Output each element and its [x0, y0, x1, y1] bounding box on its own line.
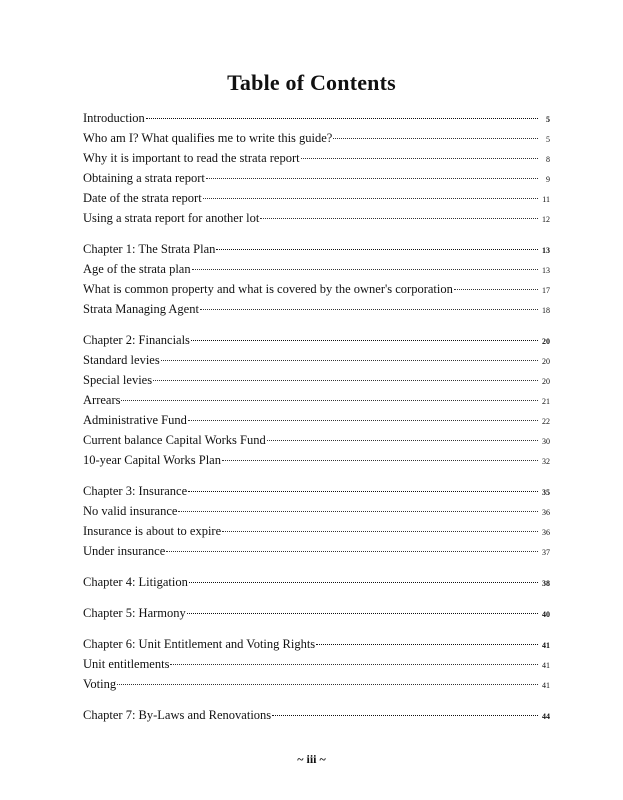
toc-entry-label: Chapter 2: Financials	[83, 333, 190, 347]
toc-entry[interactable]	[83, 541, 550, 561]
dot-leader	[166, 551, 538, 552]
toc-section	[83, 705, 550, 725]
toc-entry-label: Chapter 7: By-Laws and Renovations	[83, 708, 272, 722]
toc-page-number: 21	[542, 397, 550, 406]
toc-entry-label: Why it is important to read the strata report	[83, 151, 300, 165]
dot-leader	[222, 460, 538, 461]
toc-entry-label: What is common property and what is covered by the owner's corporation	[83, 282, 453, 296]
toc-page-number: 40	[542, 610, 550, 619]
dot-leader	[272, 715, 538, 716]
toc-entry-label: Obtaining a strata report	[83, 171, 205, 185]
toc-entry-label: Who am I? What qualifies me to write this guide?	[83, 131, 333, 145]
dot-leader	[170, 664, 538, 665]
toc-entry-label: Administrative Fund	[83, 413, 187, 427]
toc-section	[83, 572, 550, 592]
toc-entry-label: Using a strata report for another lot	[83, 211, 260, 225]
toc-page-number: 11	[542, 195, 550, 204]
dot-leader	[454, 289, 538, 290]
toc-page-number: 41	[542, 681, 550, 690]
toc-entry-label: Arrears	[83, 393, 121, 407]
dot-leader	[333, 138, 538, 139]
toc-entry[interactable]	[83, 259, 550, 279]
dot-leader	[146, 118, 538, 119]
dot-leader	[316, 644, 538, 645]
toc-entry-label: Chapter 4: Litigation	[83, 575, 188, 589]
toc-section	[83, 603, 550, 623]
toc-page-number: 41	[542, 661, 550, 670]
toc-entry[interactable]	[83, 148, 550, 168]
toc-chapter-entry[interactable]	[83, 481, 550, 501]
toc-entry[interactable]	[83, 430, 550, 450]
toc-page-number: 17	[542, 286, 550, 295]
toc-chapter-entry[interactable]	[83, 705, 550, 725]
toc-page-number: 8	[546, 155, 550, 164]
toc-entry[interactable]	[83, 279, 550, 299]
toc-entry-label: Introduction	[83, 111, 145, 125]
toc-entry-label: Chapter 6: Unit Entitlement and Voting Rights	[83, 637, 316, 651]
toc-section	[83, 481, 550, 561]
toc-chapter-entry[interactable]	[83, 108, 550, 128]
dot-leader	[161, 360, 538, 361]
toc-entry-label: 10-year Capital Works Plan	[83, 453, 221, 467]
dot-leader	[200, 309, 538, 310]
toc-entry-label: Voting	[83, 677, 117, 691]
toc-entry[interactable]	[83, 521, 550, 541]
toc-entry[interactable]	[83, 370, 550, 390]
toc-chapter-entry[interactable]	[83, 330, 550, 350]
dot-leader	[222, 531, 538, 532]
toc-page-number: 9	[546, 175, 550, 184]
toc-page-number: 36	[542, 528, 550, 537]
dot-leader	[188, 420, 538, 421]
dot-leader	[203, 198, 538, 199]
page-number-footer: ~ iii ~	[297, 752, 326, 766]
toc-page-number: 35	[542, 488, 550, 497]
toc-page-number: 5	[546, 135, 550, 144]
toc-page-number: 20	[542, 377, 550, 386]
toc-chapter-entry[interactable]	[83, 572, 550, 592]
toc-page-number: 20	[542, 337, 550, 346]
dot-leader	[121, 400, 538, 401]
toc-entry-label: Age of the strata plan	[83, 262, 191, 276]
toc-entry-label: Unit entitlements	[83, 657, 170, 671]
toc-entry-label: No valid insurance	[83, 504, 178, 518]
toc-section	[83, 330, 550, 470]
toc-page-number: 30	[542, 437, 550, 446]
toc-entry[interactable]	[83, 168, 550, 188]
toc-page-number: 32	[542, 457, 550, 466]
toc-entry[interactable]	[83, 299, 550, 319]
toc-page-number: 37	[542, 548, 550, 557]
toc-page-number: 18	[542, 306, 550, 315]
page-title: Table of Contents	[227, 70, 396, 95]
toc-entry-label: Under insurance	[83, 544, 166, 558]
toc-entry[interactable]	[83, 501, 550, 521]
toc-page-number: 20	[542, 357, 550, 366]
toc-entry[interactable]	[83, 390, 550, 410]
toc-page-number: 13	[542, 246, 550, 255]
toc-page-number: 38	[542, 579, 550, 588]
toc-entry-label: Chapter 3: Insurance	[83, 484, 188, 498]
toc-page-number: 5	[546, 115, 550, 124]
dot-leader	[301, 158, 538, 159]
toc-entry[interactable]	[83, 128, 550, 148]
toc-entry[interactable]	[83, 450, 550, 470]
toc-page-number: 44	[542, 712, 550, 721]
toc-page-number: 12	[542, 215, 550, 224]
toc-section	[83, 634, 550, 694]
toc-section	[83, 108, 550, 228]
toc-entry-label: Insurance is about to expire	[83, 524, 222, 538]
toc-chapter-entry[interactable]	[83, 239, 550, 259]
dot-leader	[191, 340, 538, 341]
dot-leader	[178, 511, 538, 512]
toc-entry[interactable]	[83, 208, 550, 228]
toc-page-number: 22	[542, 417, 550, 426]
toc-entry-label: Date of the strata report	[83, 191, 202, 205]
toc-entry-label: Chapter 5: Harmony	[83, 606, 186, 620]
dot-leader	[267, 440, 538, 441]
dot-leader	[189, 582, 538, 583]
toc-entry[interactable]	[83, 188, 550, 208]
dot-leader	[188, 491, 538, 492]
dot-leader	[216, 249, 538, 250]
dot-leader	[153, 380, 538, 381]
toc-entry-label: Special levies	[83, 373, 153, 387]
toc-entry[interactable]	[83, 674, 550, 694]
toc-entry-label: Current balance Capital Works Fund	[83, 433, 266, 447]
toc-entry[interactable]	[83, 654, 550, 674]
dot-leader	[187, 613, 538, 614]
dot-leader	[117, 684, 538, 685]
toc-entry-label: Standard levies	[83, 353, 160, 367]
toc-entry-label: Strata Managing Agent	[83, 302, 199, 316]
toc-entry-label: Chapter 1: The Strata Plan	[83, 242, 216, 256]
toc-chapter-entry[interactable]	[83, 603, 550, 623]
toc-page-number: 13	[542, 266, 550, 275]
toc-chapter-entry[interactable]	[83, 634, 550, 654]
table-of-contents	[83, 108, 550, 736]
toc-entry[interactable]	[83, 410, 550, 430]
toc-section	[83, 239, 550, 319]
dot-leader	[206, 178, 538, 179]
toc-page-number: 36	[542, 508, 550, 517]
toc-entry[interactable]	[83, 350, 550, 370]
dot-leader	[192, 269, 538, 270]
dot-leader	[260, 218, 538, 219]
toc-page-number: 41	[542, 641, 550, 650]
